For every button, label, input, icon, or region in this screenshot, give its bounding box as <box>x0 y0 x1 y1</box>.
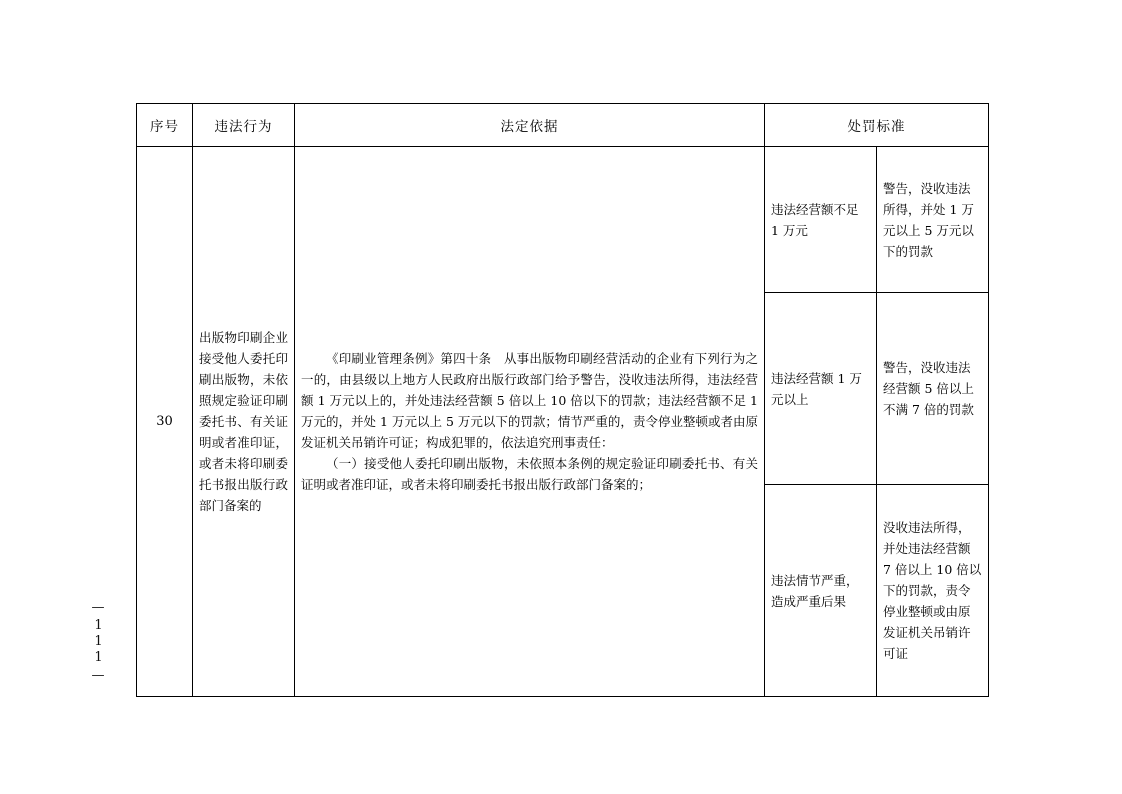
page-number-marker <box>78 600 118 684</box>
header-penalty-standard: 处罚标准 <box>765 104 989 147</box>
table-header <box>137 104 989 147</box>
page-number: 111 <box>91 618 106 666</box>
table-row <box>137 147 989 293</box>
cell-penalty-condition: 违法情节严重，造成严重后果 <box>765 485 877 697</box>
header-seq: 序号 <box>137 104 193 147</box>
cell-penalty-standard: 没收违法所得，并处违法经营额 7 倍以上 10 倍以下的罚款，责令停业整顿或由原发证机关吊销许可证 <box>877 485 989 697</box>
header-legal-basis: 法定依据 <box>295 104 765 147</box>
cell-penalty-standard: 警告，没收违法经营额 5 倍以上不满 7 倍的罚款 <box>877 293 989 485</box>
legal-basis-paragraph-1: 《印刷业管理条例》第四十条 从事出版物印刷经营活动的企业有下列行为之一的，由县级以上地方人民政府出版行政部门给予警告，没收违法所得，违法经营额 1 万元以上的，并处违法经营额 5 倍以上 10 倍以下的罚款；违法经营额不足 1 万元的，并处 1 万元以上 5 万元以下的罚款；情节严重的，责令停业整顿或者由原发证机关吊销许可证；构成犯罪的，依法追究刑事责任： <box>301 351 758 450</box>
cell-penalty-standard: 警告，没收违法所得，并处 1 万元以上 5 万元以下的罚款 <box>877 147 989 293</box>
penalty-table <box>136 103 989 697</box>
legal-basis-paragraph-2: （一）接受他人委托印刷出版物，未依照本条例的规定验证印刷委托书、有关证明或者准印证，或者未将印刷委托书报出版行政部门备案的； <box>301 456 758 492</box>
cell-penalty-condition: 违法经营额不足 1 万元 <box>765 147 877 293</box>
cell-legal-basis <box>295 147 765 697</box>
page-dash-top: — <box>91 600 105 615</box>
cell-violation-act: 出版物印刷企业接受他人委托印刷出版物，未依照规定验证印刷委托书、有关证明或者准印证，或者未将印刷委托书报出版行政部门备案的 <box>193 147 295 697</box>
table-body <box>137 147 989 697</box>
cell-penalty-condition: 违法经营额 1 万元以上 <box>765 293 877 485</box>
header-violation-act: 违法行为 <box>193 104 295 147</box>
page-dash-bottom: — <box>91 668 105 683</box>
cell-sequence-number: 30 <box>137 147 193 697</box>
table-header-row <box>137 104 989 147</box>
